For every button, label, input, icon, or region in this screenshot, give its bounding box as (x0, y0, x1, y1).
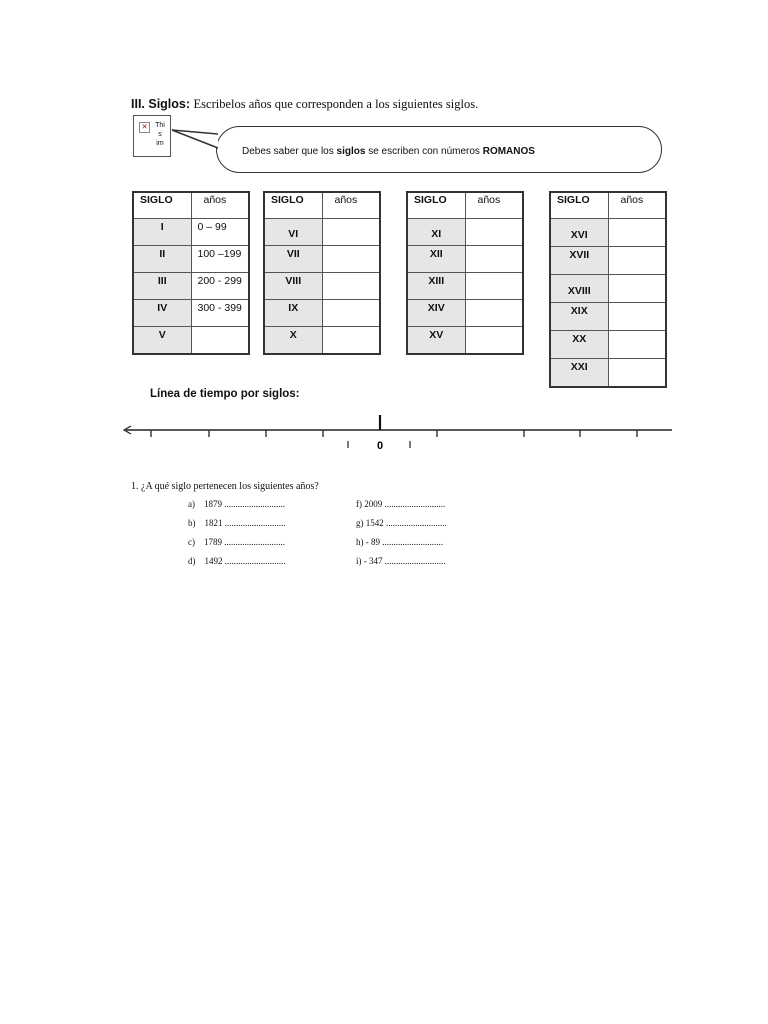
siglo-cell: III (133, 273, 191, 300)
callout-pointer (170, 126, 230, 156)
section-heading (131, 97, 478, 112)
question-item-i: i) - 347 ........................... (356, 556, 446, 566)
years-cell (465, 246, 523, 273)
siglo-cell: XV (407, 327, 465, 354)
question-item-c: c) 1789 ........................... (188, 537, 285, 547)
siglo-cell: XI (407, 219, 465, 246)
header-siglo: SIGLO (407, 192, 465, 219)
years-cell (608, 219, 666, 247)
years-cell (608, 359, 666, 387)
siglo-table-1 (132, 191, 250, 355)
years-cell (465, 273, 523, 300)
siglo-cell: XIII (407, 273, 465, 300)
years-cell (608, 275, 666, 303)
years-cell (322, 219, 380, 246)
siglo-table-2 (263, 191, 381, 355)
years-cell (191, 327, 249, 354)
question-title: 1. ¿A qué siglo pertenecen los siguientes años? (131, 481, 319, 492)
years-cell (322, 246, 380, 273)
years-cell: 200 - 299 (191, 273, 249, 300)
header-years: años (465, 192, 523, 219)
section-instruction: Escribelos años que corresponden a los siguientes siglos. (193, 97, 479, 111)
section-title: III. Siglos: (131, 97, 191, 111)
question-item-g: g) 1542 ........................... (356, 518, 447, 528)
header-years: años (608, 192, 666, 219)
header-years: años (322, 192, 380, 219)
years-cell (465, 219, 523, 246)
siglo-cell: XIX (550, 303, 608, 331)
siglo-cell: XII (407, 246, 465, 273)
question-item-a: a) 1879 ........................... (188, 499, 285, 509)
siglo-table-3 (406, 191, 524, 355)
years-cell (465, 300, 523, 327)
callout-emphasis: ROMANOS (482, 146, 535, 157)
question-item-h: h) - 89 ........................... (356, 537, 443, 547)
header-years: años (191, 192, 249, 219)
question-item-f: f) 2009 ........................... (356, 499, 446, 509)
timeline-axis (120, 410, 676, 456)
siglo-cell: IV (133, 300, 191, 327)
years-cell (322, 300, 380, 327)
siglo-cell: X (264, 327, 322, 354)
broken-image-text: Thi s im (155, 122, 165, 147)
timeline-zero-label: 0 (377, 440, 384, 452)
header-siglo: SIGLO (264, 192, 322, 219)
question-item-d: d) 1492 ........................... (188, 556, 286, 566)
years-cell (322, 273, 380, 300)
siglo-cell: XVII (550, 247, 608, 275)
header-siglo: SIGLO (133, 192, 191, 219)
header-siglo: SIGLO (550, 192, 608, 219)
callout-text: Debes saber que los siglos se escriben con números ROMANOS (242, 146, 535, 157)
siglo-table-4 (549, 191, 667, 388)
siglo-cell: II (133, 246, 191, 273)
siglo-cell: VIII (264, 273, 322, 300)
broken-image-icon: ✕ (139, 122, 150, 133)
timeline-title: Línea de tiempo por siglos: (150, 388, 300, 400)
years-cell: 300 - 399 (191, 300, 249, 327)
siglo-cell: V (133, 327, 191, 354)
siglo-cell: IX (264, 300, 322, 327)
years-cell (608, 247, 666, 275)
siglo-cell: VI (264, 219, 322, 246)
siglo-cell: XX (550, 331, 608, 359)
siglo-cell: XVIII (550, 275, 608, 303)
years-cell: 100 –199 (191, 246, 249, 273)
siglo-cell: XVI (550, 219, 608, 247)
siglo-cell: VII (264, 246, 322, 273)
years-cell (322, 327, 380, 354)
broken-image-placeholder (133, 115, 171, 157)
years-cell (608, 331, 666, 359)
years-cell: 0 – 99 (191, 219, 249, 246)
years-cell (465, 327, 523, 354)
years-cell (608, 303, 666, 331)
siglo-cell: XXI (550, 359, 608, 387)
siglo-cell: XIV (407, 300, 465, 327)
siglo-cell: I (133, 219, 191, 246)
callout-bold-word: siglos (336, 146, 366, 157)
question-item-b: b) 1821 ........................... (188, 518, 286, 528)
